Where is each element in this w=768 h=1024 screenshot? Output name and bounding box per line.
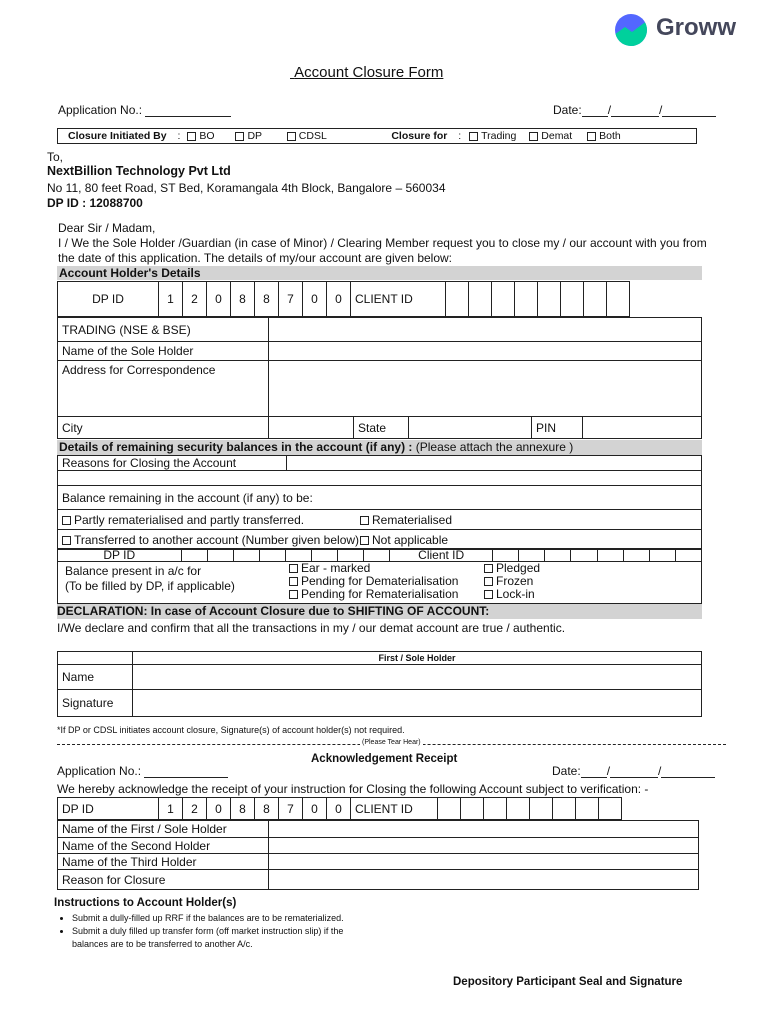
dp-digit: 0: [327, 282, 351, 317]
dp-digit: 8: [255, 282, 279, 317]
balance-options-row-1: [58, 510, 702, 530]
checkbox-lock-in[interactable]: Lock-in: [484, 588, 540, 601]
receipt-dp-digit: 0: [207, 798, 231, 820]
transfer-dp-box[interactable]: [337, 549, 363, 562]
status-options-left: [289, 562, 458, 601]
checkbox-pending-demat[interactable]: Pending for Dematerialisation: [289, 575, 458, 588]
instructions-list: [54, 912, 364, 951]
dp-digit: 0: [207, 282, 231, 317]
client-id-box[interactable]: [492, 282, 515, 317]
holder-signature-field[interactable]: [133, 690, 702, 717]
holder-details-table: [57, 317, 702, 439]
checkbox-rematerialised[interactable]: Rematerialised: [360, 513, 452, 527]
reasons-field-2[interactable]: [58, 471, 702, 486]
client-id-box[interactable]: [607, 282, 630, 317]
city-label: City: [58, 417, 269, 439]
transfer-dp-box[interactable]: [207, 549, 233, 562]
receipt-second-holder-field[interactable]: [269, 838, 699, 854]
checkbox-pending-remat[interactable]: Pending for Rematerialisation: [289, 588, 458, 601]
holder-details-header: Account Holder's Details: [57, 266, 702, 280]
checkbox-transferred[interactable]: Transferred to another account (Number given below): [62, 533, 359, 547]
checkbox-demat[interactable]: Demat: [529, 130, 572, 142]
checkbox-bo[interactable]: BO: [187, 130, 214, 142]
balances-header: Details of remaining security balances in the account (if any) : (Please attach the annexure ): [57, 440, 702, 455]
transfer-client-box[interactable]: [675, 549, 701, 562]
receipt-application-no: Application No.:: [57, 764, 228, 778]
application-no: Application No.:: [58, 103, 231, 117]
company-name: NextBillion Technology Pvt Ltd: [47, 164, 231, 178]
transfer-dp-id-label: DP ID: [58, 549, 182, 562]
receipt-client-box[interactable]: [530, 798, 553, 820]
transfer-dp-box[interactable]: [259, 549, 285, 562]
receipt-dp-digit: 1: [159, 798, 183, 820]
checkbox-earmarked[interactable]: Ear - marked: [289, 562, 458, 575]
signature-label: Signature: [58, 690, 133, 717]
receipt-client-box[interactable]: [599, 798, 622, 820]
receipt-reason-label: Reason for Closure: [58, 870, 269, 890]
transfer-client-box[interactable]: [545, 549, 571, 562]
instructions-title: Instructions to Account Holder(s): [54, 897, 237, 909]
instruction-item: • Submit a duly filled up transfer form (off market instruction slip) if the balances are to be transferred to another A/c.: [72, 925, 364, 951]
client-id-box[interactable]: [584, 282, 607, 317]
to-label: To,: [47, 150, 64, 164]
receipt-dp-digit: 8: [255, 798, 279, 820]
receipt-dp-digit: 2: [183, 798, 207, 820]
holder-name-field[interactable]: [133, 665, 702, 690]
transfer-dp-box[interactable]: [364, 549, 390, 562]
receipt-third-holder-field[interactable]: [269, 854, 699, 870]
trading-field[interactable]: [269, 318, 702, 342]
company-address: No 11, 80 feet Road, ST Bed, Koramangala 4th Block, Bangalore – 560034: [47, 181, 446, 195]
pin-field[interactable]: [583, 417, 702, 439]
transfer-ids-table: [57, 548, 702, 562]
date-field[interactable]: Date: / /: [553, 103, 716, 117]
checkbox-pledged[interactable]: Pledged: [484, 562, 540, 575]
sole-holder-field[interactable]: [269, 342, 702, 361]
form-title: Account Closure Form: [294, 64, 444, 81]
seal-label: Depository Participant Seal and Signature: [453, 976, 683, 988]
receipt-dp-id-label: DP ID: [58, 798, 159, 820]
receipt-date-field[interactable]: Date: / /: [552, 764, 715, 778]
receipt-first-holder-label: Name of the First / Sole Holder: [58, 821, 269, 838]
receipt-dp-digit: 7: [279, 798, 303, 820]
receipt-client-box[interactable]: [507, 798, 530, 820]
signature-corner: [58, 652, 133, 665]
receipt-title: Acknowledgement Receipt: [311, 753, 458, 765]
dp-digit: 7: [279, 282, 303, 317]
balances-table: [57, 455, 702, 550]
receipt-dp-table: [57, 797, 622, 820]
sole-holder-label: Name of the Sole Holder: [58, 342, 269, 361]
balance-present-block: [57, 562, 702, 604]
dp-digit: 1: [159, 282, 183, 317]
client-id-label: CLIENT ID: [351, 282, 446, 317]
transfer-dp-box[interactable]: [311, 549, 337, 562]
dp-digit: 8: [231, 282, 255, 317]
application-no-field[interactable]: [145, 104, 231, 117]
receipt-application-no-field[interactable]: [144, 765, 228, 778]
brand-name: Groww: [656, 14, 737, 41]
transfer-client-box[interactable]: [623, 549, 649, 562]
dp-digit: 0: [303, 282, 327, 317]
transfer-client-box[interactable]: [649, 549, 675, 562]
client-id-box[interactable]: [515, 282, 538, 317]
dp-id-table: [57, 281, 630, 317]
transfer-client-box[interactable]: [597, 549, 623, 562]
receipt-text: We hereby acknowledge the receipt of your instruction for Closing the following Account subject to verification: -: [57, 782, 649, 796]
receipt-first-holder-field[interactable]: [269, 821, 699, 838]
transfer-dp-box[interactable]: [181, 549, 207, 562]
checkbox-partly[interactable]: Partly rematerialised and partly transferred.: [62, 513, 304, 527]
receipt-dp-digit: 0: [303, 798, 327, 820]
groww-logo-icon: [614, 13, 648, 47]
dp-digit: 2: [183, 282, 207, 317]
transfer-client-box[interactable]: [571, 549, 597, 562]
footnote: *If DP or CDSL initiates account closure, Signature(s) of account holder(s) not required.: [57, 725, 405, 735]
dp-id-line: DP ID : 12088700: [47, 196, 143, 210]
salutation: Dear Sir / Madam,: [58, 221, 156, 235]
balance-remaining-label: Balance remaining in the account (if any) to be:: [58, 486, 702, 510]
checkbox-cdsl[interactable]: CDSL: [287, 130, 327, 142]
instruction-item: • Submit a dully-filled up RRF if the balances are to be rematerialized.: [72, 912, 364, 925]
transfer-client-id-label: Client ID: [390, 549, 493, 562]
transfer-client-box[interactable]: [519, 549, 545, 562]
city-field[interactable]: [269, 417, 354, 439]
checkbox-both[interactable]: Both: [587, 130, 621, 142]
receipt-client-box[interactable]: [576, 798, 599, 820]
groww-logo: [614, 13, 648, 47]
transfer-dp-box[interactable]: [233, 549, 259, 562]
declaration-header: DECLARATION: In case of Account Closure due to SHIFTING OF ACCOUNT:: [57, 604, 702, 619]
receipt-client-id-label: CLIENT ID: [351, 798, 438, 820]
client-id-box[interactable]: [446, 282, 469, 317]
balance-options-row-2: [58, 530, 702, 550]
state-label: State: [354, 417, 409, 439]
closure-options-row: Closure Initiated By : BO DP CDSL Closure for : Trading Demat Both: [57, 128, 697, 144]
reasons-label: Reasons for Closing the Account: [58, 456, 287, 471]
status-options-right: [484, 562, 540, 601]
receipt-second-holder-label: Name of the Second Holder: [58, 838, 269, 854]
pin-label: PIN: [532, 417, 583, 439]
checkbox-frozen[interactable]: Frozen: [484, 575, 540, 588]
transfer-client-box[interactable]: [493, 549, 519, 562]
transfer-dp-box[interactable]: [285, 549, 311, 562]
declaration-text: I/We declare and confirm that all the transactions in my / our demat account are true / authentic.: [57, 621, 566, 635]
balance-present-label: Balance present in a/c for (To be filled by DP, if applicable): [65, 564, 235, 593]
receipt-client-box[interactable]: [553, 798, 576, 820]
receipt-client-box[interactable]: [461, 798, 484, 820]
client-id-box[interactable]: [469, 282, 492, 317]
checkbox-dp[interactable]: DP: [235, 130, 261, 142]
first-holder-header: First / Sole Holder: [133, 652, 702, 665]
address-label: Address for Correspondence: [58, 361, 269, 417]
receipt-client-box[interactable]: [438, 798, 461, 820]
client-id-box[interactable]: [538, 282, 561, 317]
receipt-holders-table: [57, 820, 699, 890]
trading-label: TRADING (NSE & BSE): [58, 318, 269, 342]
name-label: Name: [58, 665, 133, 690]
reasons-field[interactable]: [287, 456, 702, 471]
checkbox-trading[interactable]: Trading: [469, 130, 516, 142]
client-id-box[interactable]: [561, 282, 584, 317]
receipt-dp-digit: 8: [231, 798, 255, 820]
address-field[interactable]: [269, 361, 702, 417]
receipt-third-holder-label: Name of the Third Holder: [58, 854, 269, 870]
receipt-client-box[interactable]: [484, 798, 507, 820]
state-field[interactable]: [409, 417, 532, 439]
receipt-reason-field[interactable]: [269, 870, 699, 890]
checkbox-not-applicable[interactable]: Not applicable: [360, 533, 448, 547]
dp-id-label: DP ID: [58, 282, 159, 317]
tear-label: (Please Tear Hear): [362, 739, 421, 746]
signature-table: [57, 651, 702, 717]
request-text: I / We the Sole Holder /Guardian (in case of Minor) / Clearing Member request you to close my / our account with you from the date of this application. The details of my/our account are given below:: [58, 236, 707, 265]
receipt-dp-digit: 0: [327, 798, 351, 820]
